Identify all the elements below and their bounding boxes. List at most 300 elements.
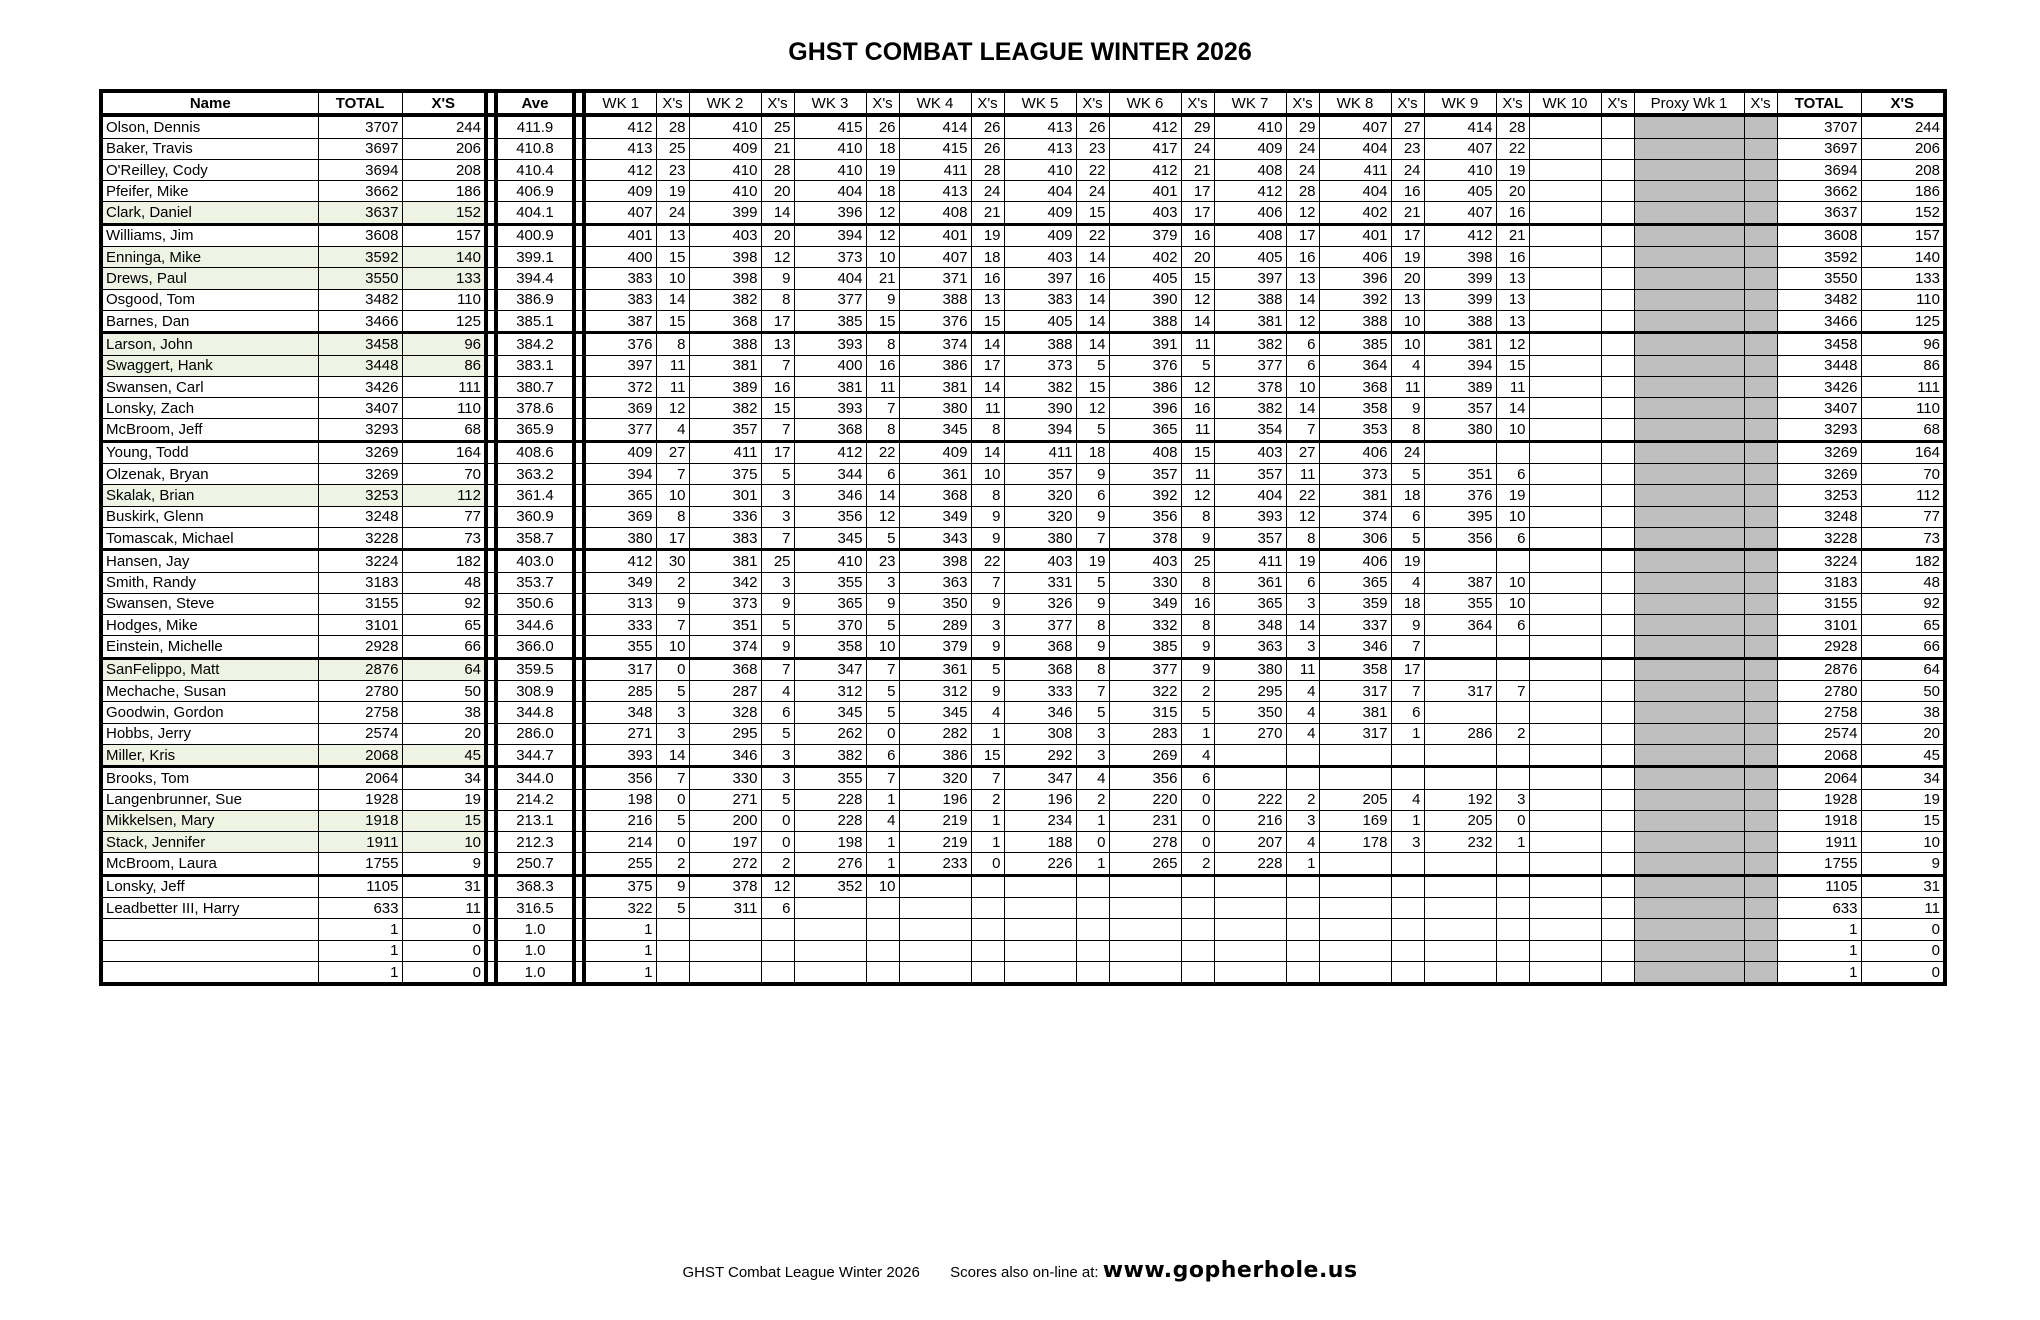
- cell-wk8-x: [1391, 853, 1424, 875]
- cell-name: McBroom, Laura: [101, 853, 318, 875]
- separator: [574, 376, 584, 397]
- cell-wk10-x: [1601, 789, 1634, 810]
- cell-xs-right: 50: [1861, 681, 1945, 702]
- cell-wk8-score: 404: [1319, 138, 1391, 159]
- cell-wk6-x: 8: [1181, 572, 1214, 593]
- table-row: [101, 506, 1945, 527]
- cell-wk6-x: 5: [1181, 355, 1214, 376]
- cell-wk2-x: 17: [761, 310, 794, 332]
- cell-wk5-x: 15: [1076, 202, 1109, 224]
- cell-wk1-score: 376: [584, 333, 656, 355]
- separator: [486, 875, 496, 897]
- cell-wk3-x: 18: [866, 138, 899, 159]
- cell-wk3-x: 10: [866, 636, 899, 658]
- cell-wk10-x: [1601, 810, 1634, 831]
- cell-ave: 400.9: [496, 224, 574, 246]
- cell-wk10-x: [1601, 636, 1634, 658]
- cell-wk1-x: 0: [656, 832, 689, 853]
- cell-wk8-score: [1319, 744, 1391, 766]
- cell-xs-right: 20: [1861, 723, 1945, 744]
- cell-wk4-x: 1: [971, 723, 1004, 744]
- cell-wk8-x: 3: [1391, 832, 1424, 853]
- cell-wk8-score: 205: [1319, 789, 1391, 810]
- cell-wk9-score: 192: [1424, 789, 1496, 810]
- cell-wk10-score: [1529, 376, 1601, 397]
- cell-wk3-x: 22: [866, 441, 899, 463]
- cell-wk6-score: 412: [1109, 159, 1181, 180]
- cell-wk5-x: 23: [1076, 138, 1109, 159]
- cell-wk4-score: 312: [899, 681, 971, 702]
- cell-wk2-x: 2: [761, 853, 794, 875]
- cell-proxy: [1634, 810, 1744, 831]
- cell-wk1-x: 5: [656, 681, 689, 702]
- cell-wk3-score: 352: [794, 875, 866, 897]
- cell-wk5-score: 292: [1004, 744, 1076, 766]
- cell-name: Young, Todd: [101, 441, 318, 463]
- cell-total-right: 1: [1777, 940, 1861, 961]
- cell-wk1-score: 407: [584, 202, 656, 224]
- cell-wk9-x: 0: [1496, 810, 1529, 831]
- cell-wk7-x: 27: [1286, 441, 1319, 463]
- cell-wk5-score: [1004, 961, 1076, 984]
- cell-name: Osgood, Tom: [101, 289, 318, 310]
- cell-wk9-x: 12: [1496, 333, 1529, 355]
- cell-total: 1755: [318, 853, 402, 875]
- cell-wk9-score: 412: [1424, 224, 1496, 246]
- cell-wk1-score: 333: [584, 615, 656, 636]
- cell-proxy-x: [1744, 789, 1777, 810]
- cell-ave: 406.9: [496, 181, 574, 202]
- cell-wk1-x: 0: [656, 789, 689, 810]
- table-row: [101, 897, 1945, 918]
- cell-wk1-score: 1: [584, 919, 656, 940]
- separator: [486, 485, 496, 506]
- cell-wk2-x: 25: [761, 550, 794, 572]
- cell-xs: 70: [402, 464, 486, 485]
- cell-wk2-x: 6: [761, 897, 794, 918]
- cell-wk8-x: 8: [1391, 419, 1424, 441]
- cell-wk6-x: 25: [1181, 550, 1214, 572]
- cell-proxy: [1634, 723, 1744, 744]
- cell-wk3-score: 346: [794, 485, 866, 506]
- separator: [574, 485, 584, 506]
- separator: [486, 224, 496, 246]
- cell-wk4-x: 18: [971, 247, 1004, 268]
- cell-proxy: [1634, 744, 1744, 766]
- cell-wk5-score: [1004, 897, 1076, 918]
- cell-wk6-score: [1109, 897, 1181, 918]
- cell-wk10-score: [1529, 398, 1601, 419]
- cell-wk9-x: [1496, 767, 1529, 789]
- cell-total: 2758: [318, 702, 402, 723]
- table-row: [101, 268, 1945, 289]
- cell-wk7-score: 295: [1214, 681, 1286, 702]
- cell-wk1-score: 271: [584, 723, 656, 744]
- cell-ave: 408.6: [496, 441, 574, 463]
- separator: [486, 572, 496, 593]
- separator: [486, 159, 496, 180]
- cell-proxy-x: [1744, 419, 1777, 441]
- cell-wk5-score: 403: [1004, 247, 1076, 268]
- cell-wk1-score: 369: [584, 506, 656, 527]
- separator: [574, 247, 584, 268]
- cell-wk7-score: 382: [1214, 333, 1286, 355]
- separator: [486, 919, 496, 940]
- cell-total: 2780: [318, 681, 402, 702]
- cell-wk3-x: 4: [866, 810, 899, 831]
- table-row: [101, 940, 1945, 961]
- separator: [574, 310, 584, 332]
- cell-wk8-score: 411: [1319, 159, 1391, 180]
- separator: [486, 289, 496, 310]
- cell-wk10-x: [1601, 224, 1634, 246]
- cell-xs-right: 244: [1861, 115, 1945, 138]
- cell-wk8-score: 404: [1319, 181, 1391, 202]
- cell-wk7-x: [1286, 767, 1319, 789]
- cell-wk1-score: 317: [584, 658, 656, 680]
- cell-wk5-x: 0: [1076, 832, 1109, 853]
- cell-xs: 0: [402, 961, 486, 984]
- cell-wk6-score: 403: [1109, 550, 1181, 572]
- cell-wk8-x: 18: [1391, 485, 1424, 506]
- cell-wk9-score: [1424, 875, 1496, 897]
- cell-wk1-score: 383: [584, 289, 656, 310]
- cell-wk8-score: 401: [1319, 224, 1391, 246]
- header-wk10: WK 10: [1529, 91, 1601, 115]
- cell-xs-right: 65: [1861, 615, 1945, 636]
- cell-proxy: [1634, 441, 1744, 463]
- table-row: [101, 919, 1945, 940]
- cell-wk9-score: [1424, 919, 1496, 940]
- cell-proxy-x: [1744, 615, 1777, 636]
- separator: [486, 419, 496, 441]
- cell-wk10-score: [1529, 875, 1601, 897]
- cell-wk4-score: 345: [899, 702, 971, 723]
- cell-total: 3637: [318, 202, 402, 224]
- cell-wk6-score: 269: [1109, 744, 1181, 766]
- cell-wk5-score: 380: [1004, 527, 1076, 549]
- cell-proxy: [1634, 875, 1744, 897]
- separator: [574, 853, 584, 875]
- cell-wk3-score: 228: [794, 789, 866, 810]
- cell-wk5-score: 388: [1004, 333, 1076, 355]
- table-row: [101, 681, 1945, 702]
- cell-name: Tomascak, Michael: [101, 527, 318, 549]
- cell-wk1-x: 2: [656, 853, 689, 875]
- cell-wk7-score: 207: [1214, 832, 1286, 853]
- cell-wk8-score: [1319, 875, 1391, 897]
- cell-wk2-x: 5: [761, 615, 794, 636]
- cell-xs: 140: [402, 247, 486, 268]
- cell-wk2-score: 398: [689, 247, 761, 268]
- cell-wk9-x: 19: [1496, 485, 1529, 506]
- cell-wk8-x: 21: [1391, 202, 1424, 224]
- cell-wk5-x: 3: [1076, 723, 1109, 744]
- cell-wk10-score: [1529, 115, 1601, 138]
- cell-wk8-score: 396: [1319, 268, 1391, 289]
- cell-wk4-score: 345: [899, 419, 971, 441]
- cell-proxy-x: [1744, 333, 1777, 355]
- cell-wk9-score: [1424, 550, 1496, 572]
- cell-proxy: [1634, 789, 1744, 810]
- cell-wk6-score: 376: [1109, 355, 1181, 376]
- cell-wk3-score: 345: [794, 527, 866, 549]
- cell-wk7-x: 12: [1286, 506, 1319, 527]
- cell-wk5-x: 4: [1076, 767, 1109, 789]
- cell-wk4-x: 13: [971, 289, 1004, 310]
- separator: [486, 681, 496, 702]
- cell-wk7-score: 222: [1214, 789, 1286, 810]
- cell-wk10-score: [1529, 789, 1601, 810]
- cell-wk6-score: [1109, 875, 1181, 897]
- cell-xs: 164: [402, 441, 486, 463]
- cell-proxy-x: [1744, 875, 1777, 897]
- cell-wk4-x: [971, 919, 1004, 940]
- cell-wk5-x: 5: [1076, 702, 1109, 723]
- cell-wk3-score: [794, 919, 866, 940]
- cell-wk2-score: 403: [689, 224, 761, 246]
- cell-wk2-score: 410: [689, 159, 761, 180]
- cell-wk3-x: 5: [866, 702, 899, 723]
- cell-wk9-score: 317: [1424, 681, 1496, 702]
- cell-wk10-x: [1601, 310, 1634, 332]
- cell-wk4-x: 9: [971, 506, 1004, 527]
- separator: [574, 506, 584, 527]
- cell-wk1-score: 412: [584, 550, 656, 572]
- cell-wk1-score: 401: [584, 224, 656, 246]
- cell-ave: 383.1: [496, 355, 574, 376]
- cell-wk7-x: 11: [1286, 464, 1319, 485]
- cell-wk8-score: 169: [1319, 810, 1391, 831]
- separator: [574, 961, 584, 984]
- cell-wk8-x: [1391, 875, 1424, 897]
- cell-wk7-x: 29: [1286, 115, 1319, 138]
- cell-wk2-x: 17: [761, 441, 794, 463]
- cell-wk3-score: [794, 961, 866, 984]
- cell-wk2-x: 16: [761, 376, 794, 397]
- cell-wk9-score: 286: [1424, 723, 1496, 744]
- cell-wk9-score: 357: [1424, 398, 1496, 419]
- separator: [486, 723, 496, 744]
- cell-total: 3662: [318, 181, 402, 202]
- cell-wk6-score: [1109, 961, 1181, 984]
- cell-wk9-score: [1424, 658, 1496, 680]
- cell-wk8-x: [1391, 744, 1424, 766]
- cell-wk4-score: 376: [899, 310, 971, 332]
- cell-wk3-x: 10: [866, 875, 899, 897]
- cell-wk5-score: [1004, 940, 1076, 961]
- cell-wk7-score: 378: [1214, 376, 1286, 397]
- cell-wk10-score: [1529, 247, 1601, 268]
- cell-wk2-score: 381: [689, 355, 761, 376]
- cell-name: Baker, Travis: [101, 138, 318, 159]
- cell-proxy-x: [1744, 810, 1777, 831]
- cell-proxy-x: [1744, 961, 1777, 984]
- cell-xs-right: 182: [1861, 550, 1945, 572]
- cell-total-right: 3293: [1777, 419, 1861, 441]
- cell-wk2-x: 3: [761, 767, 794, 789]
- cell-xs-right: 140: [1861, 247, 1945, 268]
- cell-wk8-score: 406: [1319, 550, 1391, 572]
- cell-wk7-score: [1214, 744, 1286, 766]
- cell-total: 3592: [318, 247, 402, 268]
- cell-proxy: [1634, 961, 1744, 984]
- cell-wk1-x: [656, 940, 689, 961]
- cell-total-right: 3183: [1777, 572, 1861, 593]
- cell-wk7-score: 377: [1214, 355, 1286, 376]
- cell-wk8-score: [1319, 767, 1391, 789]
- cell-wk5-x: 18: [1076, 441, 1109, 463]
- cell-proxy: [1634, 398, 1744, 419]
- cell-proxy: [1634, 919, 1744, 940]
- cell-wk8-score: 317: [1319, 723, 1391, 744]
- cell-total: 633: [318, 897, 402, 918]
- cell-wk4-x: 9: [971, 527, 1004, 549]
- cell-xs: 19: [402, 789, 486, 810]
- cell-xs: 15: [402, 810, 486, 831]
- cell-wk2-x: 9: [761, 636, 794, 658]
- cell-wk10-x: [1601, 897, 1634, 918]
- cell-wk7-x: 6: [1286, 333, 1319, 355]
- cell-wk7-score: 411: [1214, 550, 1286, 572]
- cell-wk10-score: [1529, 810, 1601, 831]
- cell-wk7-x: [1286, 744, 1319, 766]
- table-body: [101, 115, 1945, 984]
- cell-total: 3101: [318, 615, 402, 636]
- separator: [486, 441, 496, 463]
- cell-total-right: 3694: [1777, 159, 1861, 180]
- cell-wk6-x: 17: [1181, 202, 1214, 224]
- cell-wk7-x: 1: [1286, 853, 1319, 875]
- cell-wk4-score: 371: [899, 268, 971, 289]
- separator: [574, 355, 584, 376]
- cell-ave: 361.4: [496, 485, 574, 506]
- cell-wk1-x: 25: [656, 138, 689, 159]
- cell-wk9-x: [1496, 441, 1529, 463]
- cell-total-right: 633: [1777, 897, 1861, 918]
- cell-proxy-x: [1744, 202, 1777, 224]
- cell-wk1-score: 380: [584, 527, 656, 549]
- cell-xs-right: 96: [1861, 333, 1945, 355]
- cell-wk10-score: [1529, 681, 1601, 702]
- separator: [486, 636, 496, 658]
- cell-wk8-score: 358: [1319, 398, 1391, 419]
- cell-wk10-score: [1529, 527, 1601, 549]
- cell-wk2-score: [689, 919, 761, 940]
- cell-wk7-score: 408: [1214, 159, 1286, 180]
- cell-wk8-score: 392: [1319, 289, 1391, 310]
- footer-online-text: Scores also on-line at:: [950, 1264, 1099, 1281]
- cell-wk3-x: 5: [866, 527, 899, 549]
- cell-wk3-score: 393: [794, 398, 866, 419]
- header-wk2-x: X's: [761, 91, 794, 115]
- cell-total-right: 2574: [1777, 723, 1861, 744]
- cell-wk3-x: 23: [866, 550, 899, 572]
- cell-wk4-score: 413: [899, 181, 971, 202]
- cell-wk10-score: [1529, 550, 1601, 572]
- cell-total: 3248: [318, 506, 402, 527]
- cell-total-right: 3224: [1777, 550, 1861, 572]
- cell-wk4-x: 7: [971, 767, 1004, 789]
- cell-wk7-x: 13: [1286, 268, 1319, 289]
- cell-wk1-x: 17: [656, 527, 689, 549]
- cell-total: 3224: [318, 550, 402, 572]
- cell-ave: 344.0: [496, 767, 574, 789]
- cell-wk4-score: [899, 897, 971, 918]
- cell-wk9-score: 376: [1424, 485, 1496, 506]
- cell-wk2-score: 381: [689, 550, 761, 572]
- cell-wk9-x: [1496, 550, 1529, 572]
- cell-wk8-score: 406: [1319, 441, 1391, 463]
- table-row: [101, 464, 1945, 485]
- cell-wk1-x: 3: [656, 723, 689, 744]
- footer-site-link[interactable]: www.gopherhole.us: [1102, 1258, 1358, 1283]
- cell-wk9-score: 232: [1424, 832, 1496, 853]
- cell-wk10-score: [1529, 419, 1601, 441]
- cell-wk2-score: 351: [689, 615, 761, 636]
- cell-wk8-score: 306: [1319, 527, 1391, 549]
- cell-name: Hansen, Jay: [101, 550, 318, 572]
- cell-xs: 186: [402, 181, 486, 202]
- cell-wk8-x: 10: [1391, 310, 1424, 332]
- cell-total-right: 3426: [1777, 376, 1861, 397]
- separator: [486, 138, 496, 159]
- scores-table: [99, 89, 1947, 986]
- header-total: TOTAL: [318, 91, 402, 115]
- separator: [574, 919, 584, 940]
- cell-name: Lonsky, Jeff: [101, 875, 318, 897]
- cell-name: Leadbetter III, Harry: [101, 897, 318, 918]
- cell-wk1-x: 9: [656, 593, 689, 614]
- cell-wk3-score: [794, 897, 866, 918]
- page-title: GHST COMBAT LEAGUE WINTER 2026: [788, 38, 1252, 66]
- cell-ave: 399.1: [496, 247, 574, 268]
- cell-ave: 404.1: [496, 202, 574, 224]
- cell-wk10-x: [1601, 919, 1634, 940]
- separator: [574, 138, 584, 159]
- cell-wk6-x: 4: [1181, 744, 1214, 766]
- cell-wk5-x: [1076, 897, 1109, 918]
- cell-total: 3269: [318, 441, 402, 463]
- separator: [574, 527, 584, 549]
- cell-wk5-x: [1076, 919, 1109, 940]
- separator: [486, 464, 496, 485]
- cell-proxy: [1634, 464, 1744, 485]
- cell-wk2-score: 311: [689, 897, 761, 918]
- cell-wk3-score: 396: [794, 202, 866, 224]
- cell-wk4-x: 28: [971, 159, 1004, 180]
- cell-total-right: 3448: [1777, 355, 1861, 376]
- cell-total: 3608: [318, 224, 402, 246]
- cell-total-right: 1755: [1777, 853, 1861, 875]
- cell-wk6-x: 24: [1181, 138, 1214, 159]
- header-wk1: WK 1: [584, 91, 656, 115]
- cell-wk3-score: 393: [794, 333, 866, 355]
- cell-name: Langenbrunner, Sue: [101, 789, 318, 810]
- cell-wk6-score: 391: [1109, 333, 1181, 355]
- cell-ave: 316.5: [496, 897, 574, 918]
- cell-total-right: 1: [1777, 919, 1861, 940]
- cell-wk3-x: 3: [866, 572, 899, 593]
- cell-wk6-score: 349: [1109, 593, 1181, 614]
- cell-total-right: 2928: [1777, 636, 1861, 658]
- cell-total: 2574: [318, 723, 402, 744]
- cell-wk6-score: 231: [1109, 810, 1181, 831]
- cell-wk8-score: 407: [1319, 115, 1391, 138]
- cell-wk1-x: 11: [656, 355, 689, 376]
- cell-wk6-x: 21: [1181, 159, 1214, 180]
- separator: [574, 636, 584, 658]
